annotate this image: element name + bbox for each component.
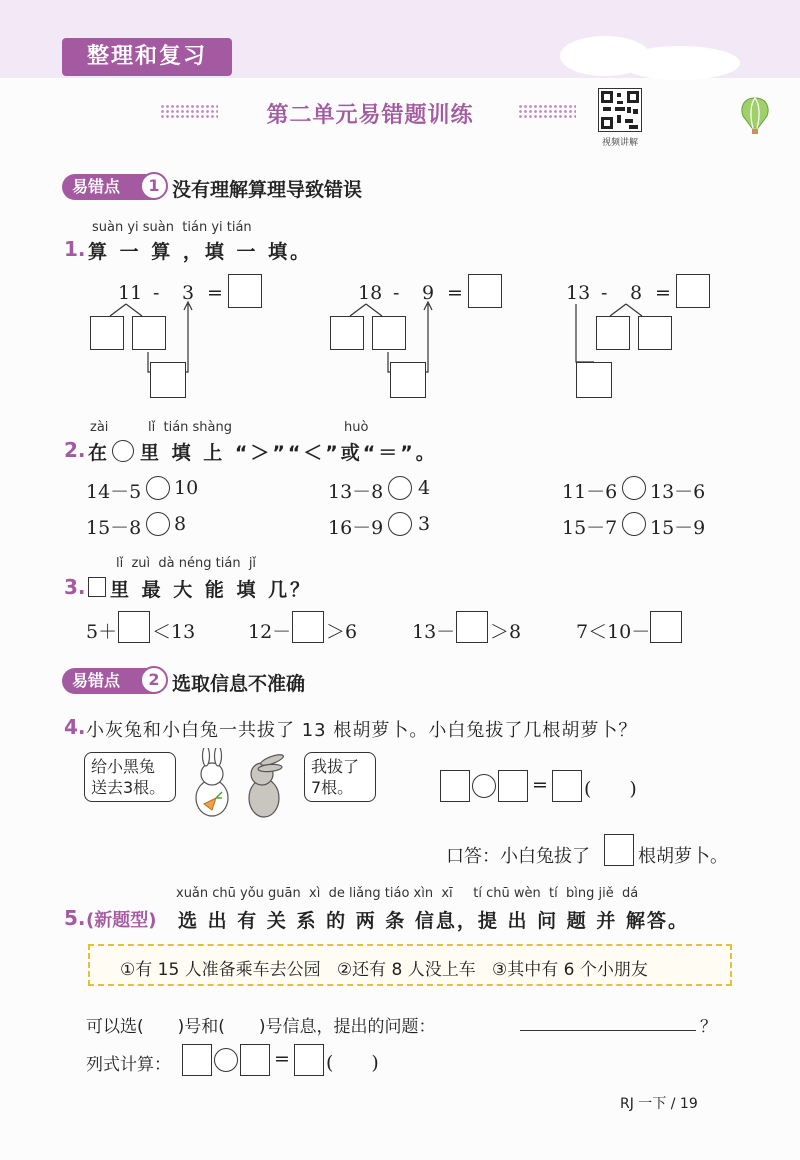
error-point-number: 1 (140, 172, 168, 200)
q2-expr: 8 (174, 513, 187, 535)
q1-item3-eq: = (655, 282, 671, 304)
q5-conditions-box (88, 944, 732, 986)
q3-text: 里 最 大 能 填 几？ (110, 579, 313, 601)
q3-item1-left: 5＋ (86, 621, 118, 643)
fill-box[interactable] (118, 611, 150, 643)
q5-line2: 列式计算： (86, 1055, 171, 1075)
operator-circle[interactable] (214, 1048, 238, 1072)
q5-number: 5. (64, 906, 86, 930)
q2-expr: 13－6 (650, 481, 706, 503)
q1-item1-minuend: 11 (118, 282, 143, 304)
q2-expr: 16－9 (328, 517, 384, 539)
split-box[interactable] (330, 316, 364, 350)
q1-item2-minuend: 18 (358, 282, 383, 304)
hot-air-balloon-icon (738, 96, 772, 140)
q1-item2-op: - (393, 282, 400, 304)
q3-item4-left: 7＜10－ (576, 621, 651, 643)
q2-expr: 15－7 (562, 517, 618, 539)
q5-line1-end: ？ (700, 1017, 717, 1037)
q1-item3-subtrahend: 8 (630, 282, 643, 304)
dots-decoration-right (518, 104, 576, 120)
q4-number: 4. (64, 715, 86, 739)
section-title: 选取信息不准确 (172, 673, 306, 695)
q2-expr: 10 (174, 477, 199, 499)
q3-item3-left: 13－ (412, 621, 456, 643)
q1-pinyin: suàn yi suàn tián yi tián (92, 220, 252, 235)
q1-item3-minuend: 13 (566, 282, 591, 304)
q3-pinyin: lǐ zuì dà néng tián jǐ (116, 556, 257, 571)
square-symbol (88, 577, 106, 597)
equation-box[interactable] (294, 1044, 324, 1076)
fill-box[interactable] (650, 611, 682, 643)
compare-circle[interactable] (388, 476, 412, 500)
section-title: 没有理解算理导致错误 (172, 179, 363, 201)
dots-decoration-left (160, 104, 218, 120)
q2-pinyin-b: lǐ tián shàng (148, 420, 233, 435)
unit-paren: ( ) (584, 778, 637, 800)
q1-item1-subtrahend: 3 (182, 282, 195, 304)
operator-circle[interactable] (472, 774, 496, 798)
error-point-badge: 易错点 (62, 174, 166, 200)
q4-answer-suffix: 根胡萝卜。 (638, 846, 728, 867)
result-box[interactable] (390, 362, 426, 398)
fill-box[interactable] (292, 611, 324, 643)
q1-item2-subtrahend: 9 (422, 282, 435, 304)
equation-box[interactable] (440, 770, 470, 802)
q2-number: 2. (64, 438, 86, 462)
q1-item2-eq: = (447, 282, 463, 304)
q2-expr: 14－5 (86, 481, 142, 503)
split-box[interactable] (596, 316, 630, 350)
rabbits-illustration (182, 748, 298, 822)
qr-label: 视频讲解 (601, 138, 638, 148)
compare-circle[interactable] (622, 476, 646, 500)
q2-expr: 15－8 (86, 517, 142, 539)
q1-item3-op: - (601, 282, 608, 304)
compare-circle[interactable] (622, 512, 646, 536)
unit-paren: ( ) (326, 1052, 379, 1074)
split-box[interactable] (372, 316, 406, 350)
result-box[interactable] (150, 362, 186, 398)
speech-bubble-right: 我拔了 7根。 (304, 752, 376, 802)
q3-item2-right: ＞6 (326, 621, 358, 643)
q2-expr: 13－8 (328, 481, 384, 503)
q2-expr: 11－6 (562, 481, 618, 503)
cloud-decoration (620, 46, 740, 80)
fill-box[interactable] (456, 611, 488, 643)
q2-expr: 4 (418, 477, 431, 499)
split-box[interactable] (638, 316, 672, 350)
q2-text-a: 在 (88, 442, 111, 464)
q1-text: 算 一 算 ，填 一 填。 (88, 241, 313, 263)
q4-text: 小灰兔和小白兔一共拔了 13 根胡萝卜。小白兔拔了几根胡萝卜？ (86, 720, 638, 741)
q3-item1-right: ＜13 (152, 621, 196, 643)
q1-number: 1. (64, 237, 86, 261)
equation-box[interactable] (240, 1044, 270, 1076)
equals-sign: = (532, 774, 548, 796)
compare-circle[interactable] (146, 512, 170, 536)
chapter-tab: 整理和复习 (62, 38, 232, 76)
q3-item2-left: 12－ (248, 621, 292, 643)
equation-box[interactable] (498, 770, 528, 802)
q5-conditions: ①有 15 人准备乘车去公园 ②还有 8 人没上车 ③其中有 6 个小朋友 (120, 960, 648, 980)
q1-item1-op: - (153, 282, 160, 304)
qr-code-icon[interactable] (598, 88, 642, 132)
unit-title: 第二单元易错题训练 (266, 103, 474, 128)
q2-pinyin-a: zài (90, 420, 109, 435)
q5-line1: 可以选( )号和( )号信息，提出的问题： (86, 1017, 436, 1037)
page-footer: RJ 一下 / 19 (620, 1096, 698, 1112)
split-box[interactable] (132, 316, 166, 350)
q2-expr: 3 (418, 513, 431, 535)
compare-circle[interactable] (146, 476, 170, 500)
q2-expr: 15－9 (650, 517, 706, 539)
q2-pinyin-c: huò (344, 420, 369, 435)
q4-answer-prefix: 口答：小白兔拔了 (446, 846, 590, 867)
answer-box[interactable] (468, 274, 502, 308)
question-blank-line[interactable] (520, 1030, 696, 1031)
error-point-number: 2 (140, 666, 168, 694)
answer-box[interactable] (604, 834, 634, 866)
q5-pinyin: xuǎn chū yǒu guān xì de liǎng tiáo xìn xī tí chū wèn tí bìng jiě dá (176, 886, 639, 901)
equation-box[interactable] (182, 1044, 212, 1076)
result-box[interactable] (576, 362, 612, 398)
answer-box[interactable] (228, 274, 262, 308)
speech-bubble-left: 给小黑兔 送去3根。 (84, 752, 176, 802)
error-point-badge: 易错点 (62, 668, 166, 694)
compare-circle[interactable] (388, 512, 412, 536)
q5-text: 选 出 有 关 系 的 两 条 信息，提 出 问 题 并 解答。 (178, 910, 689, 932)
q3-number: 3. (64, 575, 86, 599)
q2-text-b: 里 填 上 “＞”“＜”或“＝”。 (140, 442, 438, 464)
equation-box[interactable] (552, 770, 582, 802)
circle-symbol (112, 440, 134, 462)
q1-item1-eq: = (207, 282, 223, 304)
split-box[interactable] (90, 316, 124, 350)
q5-new-type-tag: (新题型) (86, 910, 157, 931)
q3-item3-right: ＞8 (490, 621, 522, 643)
equals-sign: = (274, 1048, 290, 1070)
